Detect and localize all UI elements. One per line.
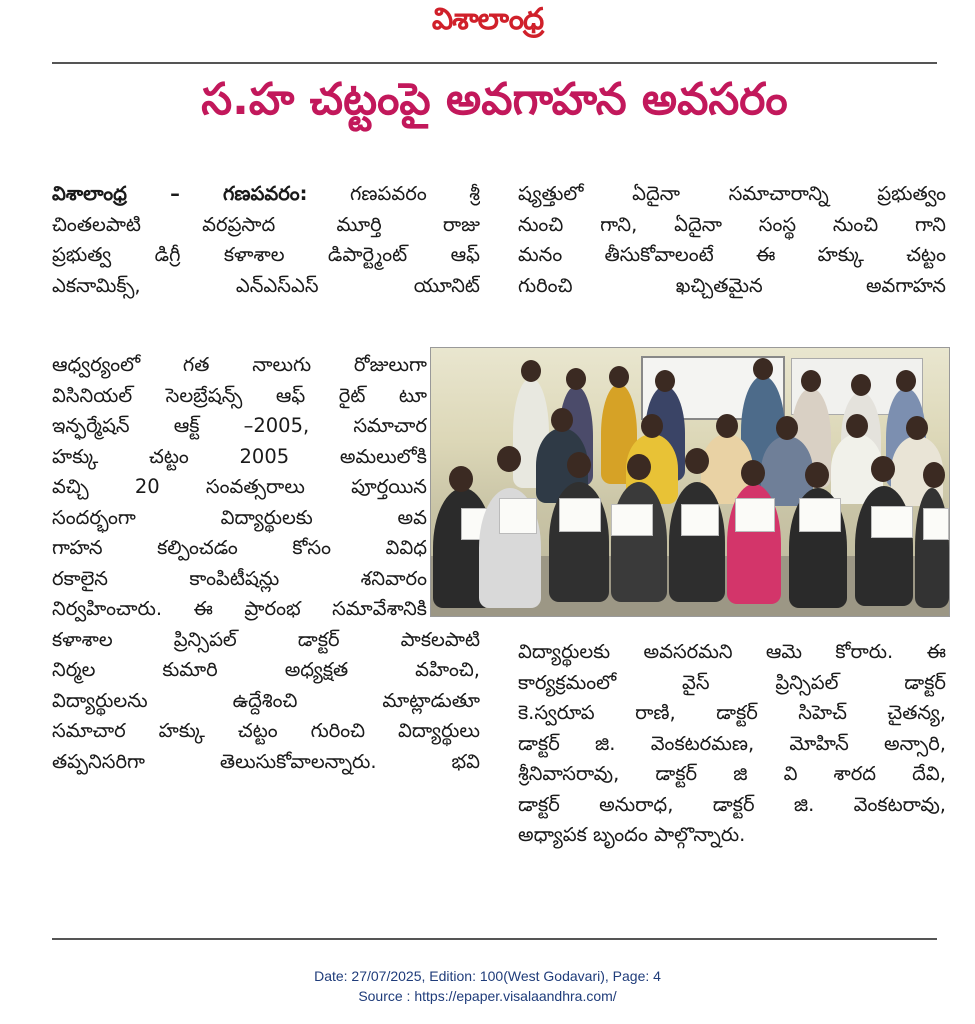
left-bottom-line: తప్పనిసరిగా తెలుసుకోవాలన్నారు. భవి (52, 749, 480, 773)
right-top-line: మనం తీసుకోవాలంటే ఈ హక్కు చట్టం (518, 243, 946, 266)
body-text: గణపవరం శ్రీ (307, 182, 480, 205)
masthead (0, 0, 975, 40)
top-divider (52, 62, 937, 64)
right-top-line: గురించి ఖచ్చితమైన అవగాహన (518, 273, 946, 297)
left-column-top (52, 179, 480, 301)
right-bottom-line: కె.స్వరూప రాణి, డాక్టర్ సిహెచ్ చైతన్య, (518, 701, 946, 724)
left-bottom-line: గాహన కల్పించడం కోసం వివిధ (52, 536, 427, 559)
right-bottom-line: డాక్టర్ అనురాధ, డాక్టర్ జి. వెంకటరావు, (518, 792, 946, 816)
right-column-top (518, 179, 946, 301)
left-bottom-line: విద్యార్థులను ఉద్దేశించి మాట్లాడుతూ (52, 688, 480, 712)
right-top-line: నుంచి గాని, ఏదైనా సంస్థ నుంచి గాని (518, 212, 946, 236)
right-bottom-line: డాక్టర్ జి. వెంకటరమణ, మోహిన్ అన్సారి, (518, 731, 946, 755)
left-top-line (52, 179, 480, 210)
body-text: ప్రభుత్వ డిగ్రీ కళాశాల డిపార్ట్మెంట్ ఆఫ్ (52, 243, 480, 266)
right-bottom-line: అధ్యాపక బృందం పాల్గొన్నారు. (518, 823, 746, 846)
left-bottom-line: సందర్భంగా విద్యార్థులకు అవ (52, 505, 427, 529)
left-top-line (52, 271, 480, 302)
masthead-logo: విశాలాంధ్ర (431, 2, 544, 37)
right-bottom-line: కార్యక్రమంలో వైస్ ప్రిన్సిపల్ డాక్టర్ (518, 670, 946, 694)
right-top-line: ష్యత్తులో ఏదైనా సమాచారాన్ని ప్రభుత్వం (518, 182, 946, 205)
article-photo (430, 347, 950, 617)
left-column-middle (52, 350, 480, 777)
left-bottom-line: కళాశాల ప్రిన్సిపల్ డాక్టర్ పాకలపాటి (52, 627, 480, 651)
left-bottom-line: నిర్వహించారు. ఈ ప్రారంభ సమావేశానికి (52, 597, 427, 620)
footer-date-edition: Date: 27/07/2025, Edition: 100(West Godavari), Page: 4 (314, 968, 661, 984)
right-column-bottom (518, 637, 946, 851)
left-bottom-line: వచ్చి 20 సంవత్సరాలు పూర్తయిన (52, 475, 427, 498)
left-bottom-line: ఇన్ఫర్మేషన్ ఆక్ట్ –2005, సమాచార (52, 414, 427, 437)
right-bottom-line: విద్యార్థులకు అవసరమని ఆమె కోరారు. ఈ (518, 640, 946, 663)
left-bottom-line: సమాచార హక్కు చట్టం గురించి విద్యార్థులు (52, 719, 480, 742)
left-bottom-line: విసినియల్ సెలబ్రేషన్స్ ఆఫ్ రైట్ టూ (52, 383, 427, 407)
left-top-line (52, 210, 480, 241)
footer-source: Source : https://epaper.visalaandhra.com/ (358, 988, 617, 1004)
left-bottom-line: నిర్మల కుమారి అధ్యక్షత వహించి, (52, 658, 480, 681)
body-text: చింతలపాటి వరప్రసాద మూర్తి రాజు (52, 212, 480, 236)
left-top-line (52, 240, 480, 271)
article-headline: స.హ చట్టంపై అవగాహన అవసరం (201, 74, 788, 125)
body-text: ఎకనామిక్స్, ఎన్ఎస్ఎస్ యూనిట్ (52, 273, 480, 297)
left-bottom-line: ఆధ్వర్యంలో గత నాలుగు రోజులుగా (52, 353, 427, 376)
left-bottom-line: రకాలైన కాంపిటీషన్లు శనివారం (52, 566, 427, 590)
dateline: విశాలాంధ్ర – గణపవరం: (52, 182, 308, 205)
right-bottom-line: శ్రీనివాసరావు, డాక్టర్ జి వి శారద దేవి, (518, 762, 946, 785)
bottom-divider (52, 938, 937, 940)
left-bottom-line: హక్కు చట్టం 2005 అమలులోకి (52, 444, 427, 468)
